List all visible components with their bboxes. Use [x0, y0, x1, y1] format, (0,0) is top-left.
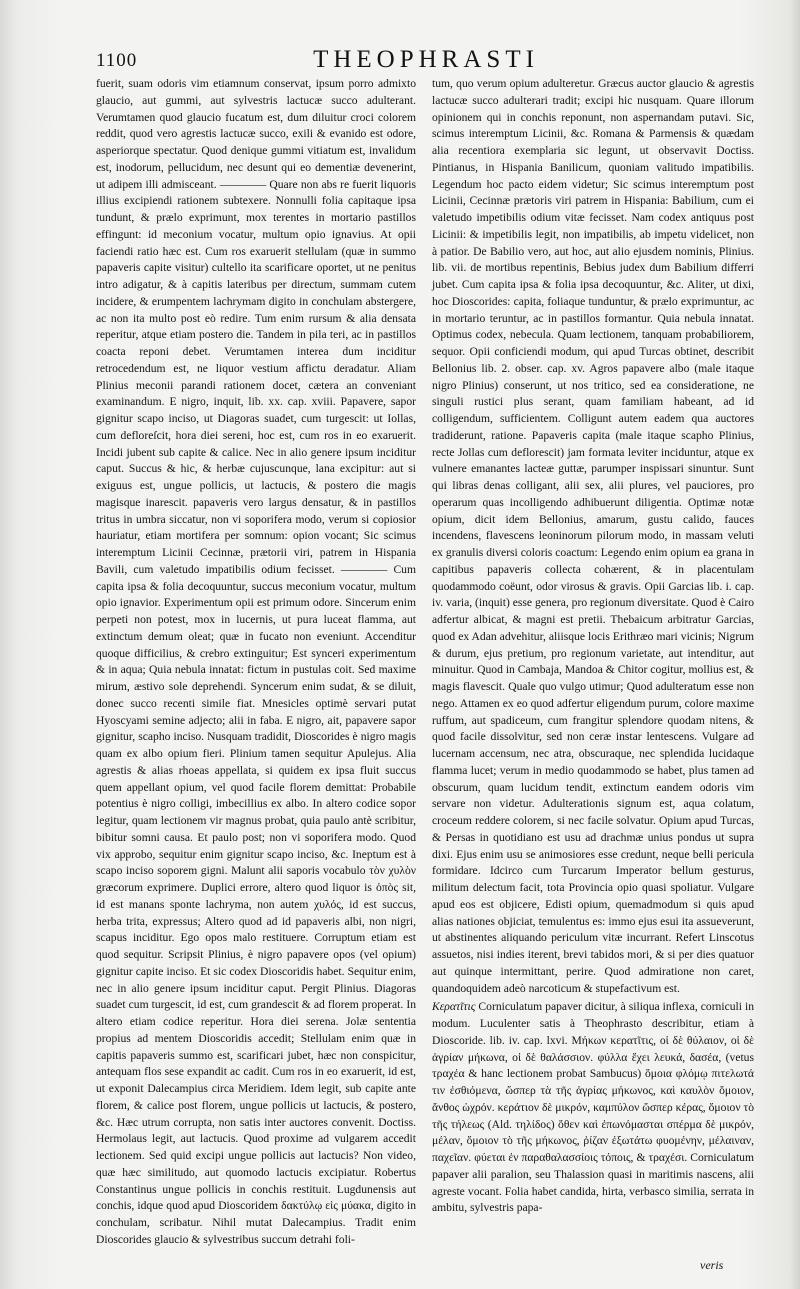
- catchword: veris: [700, 1258, 724, 1272]
- page-header: [96, 46, 756, 76]
- gloss-entry: [432, 999, 754, 1217]
- left-column: [96, 76, 416, 1249]
- right-column: [432, 76, 754, 1217]
- left-paragraph: fuerit, suam odoris vim etiamnum conservat, ipsum porro admixto glaucio, aut gummi, aut sylvestris lactucæ succo adulterant. Verumtamen quod glaucio fucatum est, dum diluitur croci colorem reddit, quod vero agrestis lactucæ succo, exili & evanido est odore, asperiorque spectatur. Quod denique gummi vitiatum est, invalidum est, inodorum, pellucidum, nec desunt qui eo dementiæ devenerint, ut adipem illi admisceant. ———— Quare non abs re fuerit liquoris illius excipiendi rationem subtexere. Nonnulli folia capitaque ipsa tundunt, & prælo exprimunt, mox terentes in mortario pastillos effingunt: id meconium vocatur, multum opio ignavius. At opii faciendi ratio hæc est. Cum ros exaruerit stellulam (quæ in summo papaveris capite visitur) cultello ita scarificare oportet, ut ne penitus intro adigatur, & à capitis lateribus per directum, summam cutem incidere, & erumpentem lachrymam digito in conchulam abstergere, ac non ita multo post eò redire. Tum enim rursum & alia densata reperitur, atque etiam postero die. Tandem in pila teri, ac in pastillos coacta reponi debet. Verumtamen interea dum inciditur retrocedendum est, ne liquor vestium affictu deradatur. Aliam Plinius meconii parandi rationem docet, cætera an conveniant examinandum. E nigro, inquit, lib. xx. cap. xviii. Papavere, sapor gignitur scapo inciso, ut Diagoras suadet, cum turgescit: ut Iollas, cum defloreſcit, hora diei sereni, hoc est, cum ros in eo exaruerit. Incidi jubent sub capite & calice. Nec in alio genere ipsum inciditur caput. Succus & hic, & herbæ cujuscunque, lana excipitur: aut si exiguus est, ungue pollicis, ut lactucis, & postero die magis magisque inarescit. papaveris vero largus densatur, & in pastillos tritus in umbra siccatur, non vi soporifera modo, verum si copiosior hauriatur, etiam mortifera per somnum: opion vocant; Sic scimus interemptum Licinii Cecinnæ, prætorii viri, patrem in Hispania Bavili, cum valetudo impatibilis odium fecisset. ———— Cum capita ipsa & folia decoquuntur, succus meconium vocatur, multum opio ignavior. Experimentum opii est primum odore. Sincerum enim perpeti non potest, mox in lucernis, ut pura luceat flamma, aut extinctum demum oleat; quæ in fucato non eveniunt. Accenditur quoque difficilius, & crebro extinguitur; Est synceri experimentum & in aqua; Quia nebula innatat: fictum in pustulas coit. Sed maxime mirum, æstivo sole deprehendi. Syncerum enim sudat, & se diluit, donec succo recenti simile fiat. Mnesicles optimè servari putat Hyoscyami semine adjecto; alii in faba. E nigro, ait, papavere sapor gignitur, scapho inciso. Nusquam tradidit, Dioscorides è nigro magis quam ex albo opium fieri. Plinium tamen sequitur Apulejus. Alia agrestis & alias rhoeas appellata, si quidem ex ipsa fluit succus quem appellant opium, vel quod facile florem demittat: Probabile potentius è nigro colligi, imbecillius ex albo. In altero codice sopor legitur, quam lectionem vir magnus probat, quia paulo antè scribitur, bibitur somni causa. Et paulo post; non vi soporifera modo. Quod vix approbo, sequitur enim gignitur scapo inciso, &c. Ineptum est à scapo inciso soporem gigni. Malunt alii saporis vocabulo τὸν χυλὸν græcorum exprimere. Duplici errore, altero quod liquor is ὀπὸς sit, id est manans sponte lachryma, non autem χυλός, id est succus, herba trita, expressus; Altero quod ad id papaveris albi, non nigri, scapus inciditur. Ego opos malo restituere. Corruptum etiam est quod sequitur. Scripsit Plinius, è nigro papavere opos (vel opium) gignitur capite inciso. Et sic codex Dioscoridis habet. Sequitur enim, nec in alio genere ipsum inciditur caput. Pergit Plinius. Diagoras suadet cum turgescit, id est, cum grandescit & ad florem properat. In altero etiam codice reperitur. Hora diei serena. Jolæ sententia propius ad mentem Dioscoridis accedit; Stellulam enim quæ in capitis papaveris summo est, scarificari jubet, hæc non conspicitur, antequam flos sese expandit ac cadit. Cum ros in eo exaruerit, id est, ut exponit Dalecampius circa Meridiem. Idem legit, sub capite ante florem, & calice post florem, ungue pollicis ut lactucis, & postero, &c. Hæc utrum corrupta, non satis inter auctores convenit. Doctiss. Hermolaus legit, aut lactucis. Quod proxime ad vulgarem accedit lectionem. Sed quid excipi ungue pollicis aut lactucis? Non video, quæ hæc similitudo, aut quomodo lactucis excipiatur. Robertus Constantinus ungue pollicis in conchis restituit. Lugdunensis aut conchis, idque quod apud Dioscoridem δακτύλῳ εἰς μύακα, digito in conchulam, scribatur. Nihil mutat Dalecampius. Tradit enim Dioscorides glaucio & sylvestribus succum detrahi foli-: [96, 77, 416, 1246]
- gloss-lemma: Κερατῖτις: [432, 1000, 476, 1014]
- gloss-text: Corniculatum papaver dicitur, à siliqua inflexa, corniculi in modum. Luculenter satis à Theophrasto describitur, etiam à Dioscoride. lib. iv. cap. lxvi. Μήκων κερατῖτις, οἱ δὲ θύλαιον, οἱ δὲ ἀγρίαν μήκωνα, οἱ δὲ θαλάσσιον. φύλλα ἔχει λευκά, δασέα, (vetus τραχέα & hanc lectionem probat Sambucus) ὅμοια φλόμῳ πιτελωτά τιν ἐσθιόμενα, ὥσπερ τὰ τῆς ἀγρίας μήκωνος, καὶ καυλὸν ὅμοιον, ἄνθος ὠχρόν. κεράτιον δὲ μικρόν, καμπύλον ὥσπερ κέρας, ὅμοιον τὸ τῆς τήλεως (Ald. τηλίδος) ὅθεν καὶ ἐπωνόμασται σπέρμα δὲ μικρόν, μέλαν, ὅμοιον τὸ τῆς μήκωνος, ῥίζαν ἐξωτάτω φυομένην, μέλαιναν, παχεῖαν. φύεται ἐν παραθαλασσίοις τόποις, & τραχέσι. Corniculatum papaver alii paralion, seu Thalassion quasi in maritimis nascens, alii agreste vocant. Folia habet candida, hirta, verbasco similia, serrata in ambitu, sylvestris papa-: [432, 1000, 754, 1215]
- page-number: 1100: [96, 50, 138, 71]
- running-title: THEOPHRASTI: [313, 46, 539, 73]
- right-paragraph: tum, quo verum opium adulteretur. Græcus auctor glaucio & agrestis lactucæ succo adulterari tradit; excipi hic nusquam. Quare illorum opinionem qui in conchis reponunt, non aspernandam putavi. Sic, scimus interemptum Licinii, &c. Romana & Parmensis & quædam alia recentiora exemplaria sic legunt, ut observavit Doctiss. Pintianus, in Hispania Banilicum, quoniam valitudo impatibilis. Legendum hoc pacto eidem videtur; Sic scimus interemptum post Licinii, Cecinnæ prætoris viri patrem in Hispania: Babilium, cum ei valetudo impetibilis odium vitæ fecisset. Nam codex antiquus post Licinii: & impetibilis legit, non impatibilis, ab impetu videlicet, non à patior. De Babilio vero, aut hoc, aut alio ejusdem nominis, Plinius. lib. vii. de mortibus repentinis, Bebius judex dum Babilium differri jubet. Cum capita ipsa & folia ipsa decoquuntur, &c. Aliter, ut dixi, hoc Dioscorides: capita, foliaque tunduntur, & prælo exprimuntur, ac in mortario teruntur, ac in pastillos formantur. Quia nebula innatat. Optimus codex, nebecula. Quam lectionem, tanquam probabiliorem, sequor. Opii conficiendi modum, qui apud Turcas obtinet, describit Bellonius lib. 2. obser. cap. xv. Agros papavere albo (male itaque nigro Plinius) conserunt, ut nos tritico, sed ea consideratione, ne singuli rustici plus serant, quam familiam habeant, ad id colligendum, sufficientem. Colligunt autem eadem qua auctores tradiderunt, ratione. Papaveris capita (male itaque scapho Plinius, recte Jollas cum deflorescit) jam formata leviter inciduntur, atque ex vulnere emanantes lacteæ guttæ, parumper inspissari sinuntur. Sunt qui libras denas colligant, alii sex, alii plures, vel pauciores, pro operarum quas incolligendo adhibuerunt diligentia. Optimæ notæ opium, dicit idem Bellonius, amarum, gustu calido, fauces incendens, flavescens leoninorum pilorum modo, in massam veluti ex granulis diversi coloris coactum: Legendo enim opium ea grana in capitibus papaveris collecta cohærent, & in placentulam quodammodo coëunt, odor virosus & gravis. Opii Garcias lib. i. cap. iv. varia, (inquit) esse genera, pro regionum diversitate. Quod è Cairo adfertur albicat, & magni est pretii. Thebaicum arbitratur Garcias, quod ex Adan advehitur, aliisque locis Erithræo mari vicinis; Nigrum & durum, ejus pretium, pro regionum varietate, aut intenditur, aut minuitur. Quod in Cambaja, Mandoa & Chitor cogitur, mollius est, & magis flavescit. Quale quo vulgo utimur; Quod adulteratum esse non nego. Attamen ex eo quod adfertur eligendum purum, colore maxime ruffum, aut spadiceum, cum frangitur splendore quodam nitens, & quod facile dissolvitur, sed non ceræ instar lentescens. Vulgare ad lucernam accensum, nec atra, obscuraque, nec splendida lucidaque flamma lucet; verum in medio quodammodo se habet, plus tamen ad obscurum, quam lucidum tendit, extinctum eandem odoris vim servare non videtur. Adulterationis signum est, aqua colatum, croceum reddere colorem, si nec facile solvatur. Opium apud Turcas, & Persas in quotidiano est usu ad drachmæ unius pondus ut supra dixi. Ejus enim usu se animosiores esse credunt, neque belli pericula formidare. Idcirco cum Turcarum Imperator bellum gesturus, militum delectum facit, tota Provincia opio quasi spoliatur. Vulgare apud eos est objicere, Edisti opium, quemadmodum si quis apud alias nationes objiciat, temulentus es: immo ejus esui ita assueverunt, ut abstinentes aliquando periculum vitæ incurrant. Refert Linscotus assuetos, nisi indies iterent, brevi tabidos mori, & si per dies quatuor aut quinque intermittant, perire. Quod admiratione non caret, quandoquidem adeò narcoticum & stupefactivum est.: [432, 77, 754, 995]
